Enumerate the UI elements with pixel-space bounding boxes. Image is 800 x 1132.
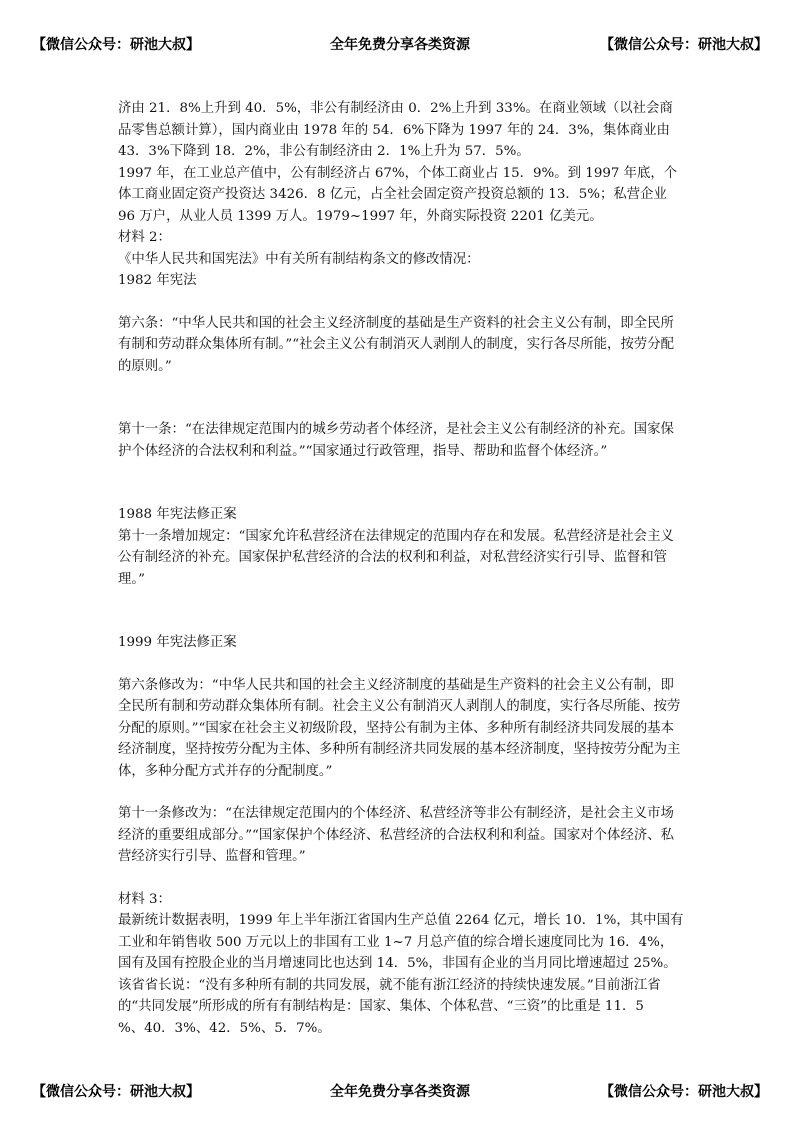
material-3-text: 最新统计数据表明，1999 年上半年浙江省国内生产总值 2264 亿元，增长 10．1%，其中国有工业和年销售收 500 万元以上的非国有工业 1~7 月总产值的综合增长速度同比为 16．4%，国有及国有控股企业的当月增速同比也达到 14．5%，非国有企业的当月同比增速超过 25%。该省省长说：“没有多种所有制的共同发展，就不能有浙江经济的持续快速发展。”目前浙江省的“共同发展”所形成的所有有制结构是：国家、集体、个体私营、“三资”的比重是 11．5 [118, 913, 684, 1014]
page-header [0, 34, 800, 58]
material-2-label: 材料 2： [118, 230, 171, 245]
paragraph-stats-commerce: 济由 21．8%上升到 40．5%，非公有制经济由 0．2%上升到 33%。在商业领域（以社会商品零售总额计算），国内商业由 1978 年的 54．6%下降为 1997 年的 24．3%，集体商业由 43．3%下降到 18．2%，非公有制经济由 2．1%上升为 57．5%。 [118, 101, 673, 159]
heading-1982-constitution: 1982 年宪法 [118, 273, 197, 288]
article-11-1982: 第十一条：“在法律规定范围内的城乡劳动者个体经济，是社会主义公有制经济的补充。国家保护个体经济的合法权利和利益。”“国家通过行政管理，指导、帮助和监督个体经济。” [118, 422, 674, 459]
header-right-text: 【微信公众号：研池大叔】 [600, 37, 768, 53]
heading-1988-amendment: 1988 年宪法修正案 [118, 507, 237, 522]
document-body [118, 98, 684, 1039]
heading-1999-amendment: 1999 年宪法修正案 [118, 635, 237, 650]
material-3-label: 材料 3： [118, 891, 171, 907]
article-11-1988: 第十一条增加规定：“国家允许私营经济在法律规定的范围内存在和发展。私营经济是社会主义公有制经济的补充。国家保护私营经济的合法的权利和利益，对私营经济实行引导、监督和管理。” [118, 528, 674, 587]
page-footer [0, 1081, 800, 1105]
footer-right-text: 【微信公众号：研池大叔】 [600, 1084, 768, 1100]
paragraph-stats-1997: 1997 年，在工业总产值中，公有制经济占 67%，个体工商业占 15．9%。到 1997 年底，个体工商业固定资产投资达 3426．8 亿元，占全社会固定资产投资总额的 13．5%；私营企业 96 万户，从业人员 1399 万人。1979~1997 年，外商实际投资 2201 亿美元。 [118, 165, 678, 224]
header-left-text: 【微信公众号：研池大叔】 [32, 37, 200, 53]
article-6-1999: 第六条修改为：“中华人民共和国的社会主义经济制度的基础是生产资料的社会主义公有制，即全民所有制和劳动群众集体所有制。社会主义公有制消灭人剥削人的制度，实行各尽所能、按劳分配的原则。”“国家在社会主义初级阶段，坚持公有制为主体、多种所有制经济共同发展的基本经济制度，坚持按劳分配为主体、多种所有制经济共同发展的基本经济制度，坚持按劳分配为主体，多种分配方式并存的分配制度。” [118, 677, 681, 779]
header-center-text: 全年免费分享各类资源 [330, 37, 470, 53]
footer-left-text: 【微信公众号：研池大叔】 [32, 1084, 200, 1100]
article-11-1999: 第十一条修改为：“在法律规定范围内的个体经济、私营经济等非公有制经济，是社会主义市场经济的重要组成部分。”“国家保护个体经济、私营经济的合法权利和利益。国家对个体经济、私营经济实行引导、监督和管理。” [118, 806, 675, 864]
footer-center-text: 全年免费分享各类资源 [330, 1084, 470, 1100]
article-6-1982: 第六条：“中华人民共和国的社会主义经济制度的基础是生产资料的社会主义公有制，即全民所有制和劳动群众集体所有制。”“社会主义公有制消灭人剥削人的制度，实行各尽所能，按劳分配的原则。” [118, 315, 675, 374]
material-3-tail: %、40．3%、42．5%、5．7%。 [118, 1020, 331, 1036]
material-2-intro: 《中华人民共和国宪法》中有关所有制结构条文的修改情况： [118, 251, 480, 267]
